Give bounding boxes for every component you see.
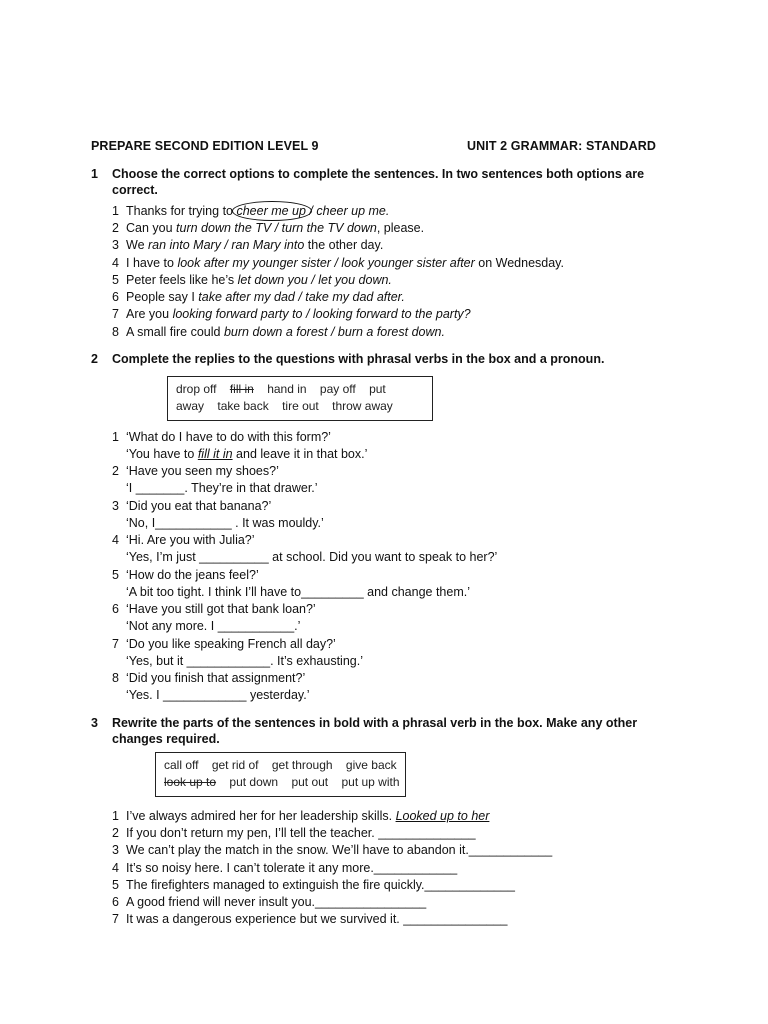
word-box-item: away (176, 399, 205, 413)
ex2-question (112, 429, 331, 445)
item-options: let down you / let you down. (237, 273, 392, 287)
ex2-question (112, 532, 255, 548)
exercise-number: 1 (91, 167, 98, 181)
ex2-reply (126, 653, 363, 669)
ex2-reply (126, 549, 497, 565)
word-box-row (164, 757, 397, 774)
item-options: ran into Mary / ran Mary into (148, 238, 305, 252)
item-text: Are you (126, 307, 173, 321)
word-box (155, 752, 406, 797)
ex3-item (112, 894, 426, 910)
item-text: I have to (126, 256, 178, 270)
ex2-reply (126, 584, 470, 600)
ex2-question (112, 670, 305, 686)
item-options: take after my dad / take my dad after. (198, 290, 405, 304)
word-box-row (164, 774, 400, 791)
ex1-item (112, 237, 383, 253)
item-number: 3 (112, 843, 119, 857)
question-text: ‘Have you seen my shoes?’ (126, 464, 279, 478)
example-answer: fill it in (197, 447, 233, 461)
word-box-item-used: look up to (164, 775, 217, 789)
item-number: 3 (112, 238, 119, 252)
word-box-item: put up with (341, 775, 400, 789)
word-box-item: call off (164, 758, 199, 772)
item-text: People say I (126, 290, 199, 304)
item-text: It was a dangerous experience but we survived it. _______________ (126, 912, 508, 926)
item-number: 4 (112, 533, 119, 547)
item-number: 7 (112, 912, 119, 926)
ex2-question (112, 636, 336, 652)
ex1-item (112, 220, 424, 236)
word-box-item: drop off (176, 382, 217, 396)
question-text: ‘Do you like speaking French all day?’ (126, 637, 336, 651)
ex2-reply (126, 618, 300, 634)
item-number: 1 (112, 430, 119, 444)
reply-text: ‘I _______. They’re in that drawer.’ (126, 481, 318, 495)
word-box-item: get rid of (211, 758, 259, 772)
reply-text-end: and leave it in that box.’ (232, 447, 368, 461)
ex3-item (112, 911, 508, 927)
word-box-item: give back (345, 758, 397, 772)
reply-text: ‘Yes, but it ____________. It’s exhausting.’ (126, 654, 363, 668)
word-box-item: put down (229, 775, 279, 789)
exercise-instruction: Complete the replies to the questions with phrasal verbs in the box and a pronoun. (112, 352, 605, 366)
item-options: turn down the TV / turn the TV down (176, 221, 377, 235)
word-box-item: get through (271, 758, 333, 772)
reply-text: ‘Yes. I ____________ yesterday.’ (126, 688, 310, 702)
item-number: 6 (112, 895, 119, 909)
item-number: 7 (112, 307, 119, 321)
ex2-reply (126, 687, 309, 703)
item-number: 1 (112, 809, 119, 823)
item-text: The firefighters managed to extinguish the fire quickly._____________ (126, 878, 515, 892)
ex1-item (112, 272, 392, 288)
item-text: A good friend will never insult you.________________ (126, 895, 427, 909)
item-number: 2 (112, 221, 119, 235)
exercise-instruction: Rewrite the parts of the sentences in bold with a phrasal verb in the box. Make any other changes required. (112, 716, 638, 746)
item-options: cheer me up / cheer up me. (236, 204, 390, 218)
word-box-item: put out (291, 775, 329, 789)
item-text-end: on Wednesday. (474, 256, 564, 270)
unit-title: UNIT 2 GRAMMAR: STANDARD (467, 139, 656, 153)
ex1-item (112, 203, 389, 219)
ex3-item (112, 877, 515, 893)
reply-text: ‘You have to (126, 447, 198, 461)
word-box-item: throw away (332, 399, 393, 413)
ex3-item (112, 860, 457, 876)
item-number: 5 (112, 878, 119, 892)
exercise-number: 3 (91, 716, 98, 730)
exercise-number: 2 (91, 352, 98, 366)
word-box-item: pay off (319, 382, 356, 396)
ex1-item (112, 255, 564, 271)
item-text: We can’t play the match in the snow. We’ll have to abandon it.____________ (126, 843, 553, 857)
reply-text: ‘Not any more. I ___________.’ (126, 619, 301, 633)
ex2-reply (126, 480, 318, 496)
course-title: PREPARE SECOND EDITION LEVEL 9 (91, 139, 319, 153)
question-text: ‘Did you finish that assignment?’ (126, 671, 306, 685)
ex1-item (112, 289, 405, 305)
question-text: ‘Hi. Are you with Julia?’ (126, 533, 255, 547)
ex3-item (112, 842, 552, 858)
reply-text: ‘No, I___________ . It was mouldy.’ (126, 516, 324, 530)
item-number: 8 (112, 325, 119, 339)
word-box-item: put (369, 382, 386, 396)
word-box (167, 376, 433, 421)
question-text: ‘Did you eat that banana?’ (126, 499, 272, 513)
question-text: ‘Have you still got that bank loan?’ (126, 602, 316, 616)
item-text: Thanks for trying to (126, 204, 237, 218)
ex3-item (112, 808, 489, 824)
ex2-reply (126, 446, 367, 462)
question-text: ‘How do the jeans feel?’ (126, 568, 259, 582)
item-text: I’ve always admired her for her leadership skills. (126, 809, 396, 823)
item-text: We (126, 238, 148, 252)
item-number: 7 (112, 637, 119, 651)
question-text: ‘What do I have to do with this form?’ (126, 430, 331, 444)
item-number: 5 (112, 273, 119, 287)
ex3-item (112, 825, 476, 841)
word-box-item: hand in (267, 382, 307, 396)
ex2-question (112, 567, 259, 583)
item-text: If you don’t return my pen, I’ll tell the teacher. ______________ (126, 826, 476, 840)
reply-text: ‘Yes, I’m just __________ at school. Did you want to speak to her?’ (126, 550, 498, 564)
item-text: It’s so noisy here. I can’t tolerate it any more.____________ (126, 861, 458, 875)
ex2-question (112, 463, 279, 479)
word-box-row (176, 381, 424, 398)
item-options: burn down a forest / burn a forest down. (223, 325, 445, 339)
item-number: 2 (112, 464, 119, 478)
ex2-reply (126, 515, 324, 531)
item-number: 3 (112, 499, 119, 513)
ex1-item (112, 306, 471, 322)
ex1-item (112, 324, 445, 340)
example-answer: Looked up to her (395, 809, 490, 823)
item-number: 8 (112, 671, 119, 685)
word-box-item: tire out (282, 399, 319, 413)
item-text: A small fire could (126, 325, 224, 339)
item-text: Can you (126, 221, 177, 235)
item-text: Peter feels like he’s (126, 273, 238, 287)
item-number: 5 (112, 568, 119, 582)
item-number: 1 (112, 204, 119, 218)
word-box-item: take back (217, 399, 269, 413)
ex2-question (112, 498, 271, 514)
item-options: looking forward party to / looking forward to the party? (172, 307, 471, 321)
item-number: 6 (112, 602, 119, 616)
item-number: 2 (112, 826, 119, 840)
word-box-item-used: fill in (229, 382, 254, 396)
item-number: 4 (112, 861, 119, 875)
reply-text: ‘A bit too tight. I think I’ll have to_________ and change them.’ (126, 585, 470, 599)
exercise-instruction: Choose the correct options to complete the sentences. In two sentences both options are correct. (112, 167, 645, 197)
word-box-row (176, 398, 424, 415)
item-number: 4 (112, 256, 119, 270)
ex2-question (112, 601, 316, 617)
item-number: 6 (112, 290, 119, 304)
item-text-end: , please. (376, 221, 425, 235)
item-text-end: the other day. (304, 238, 384, 252)
item-options: look after my younger sister / look younger sister after (177, 256, 475, 270)
